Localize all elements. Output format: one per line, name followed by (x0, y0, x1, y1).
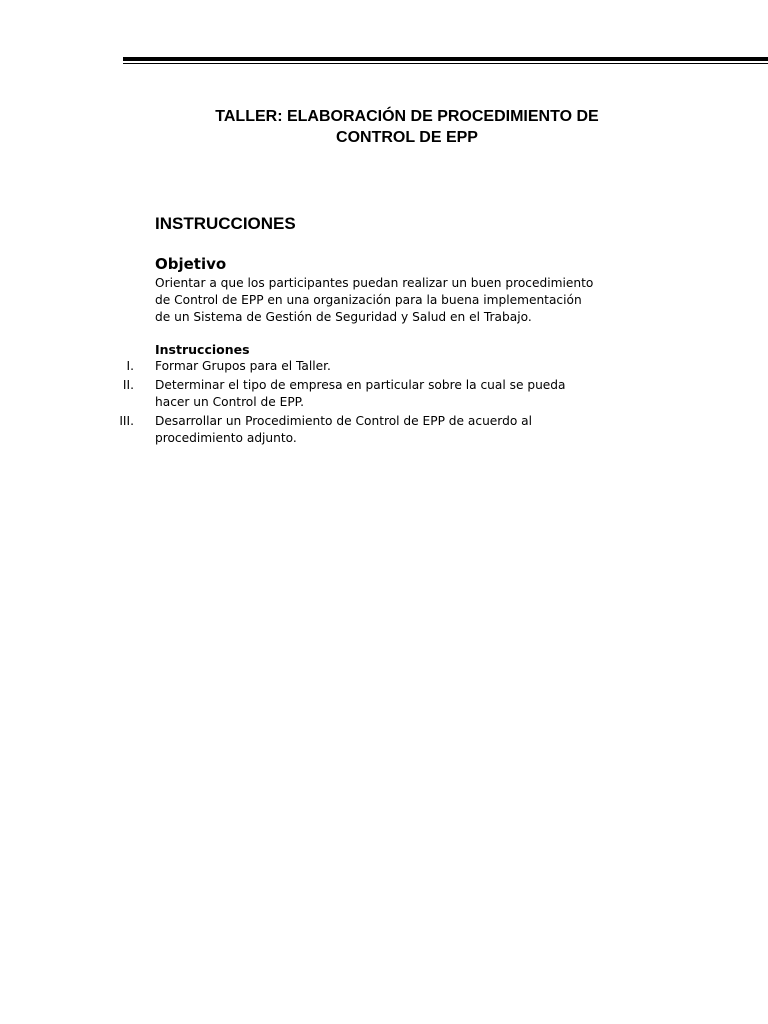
instruction-line: Determinar el tipo de empresa en particular sobre la cual se pueda (155, 378, 566, 392)
instruction-number: I. (126, 359, 134, 373)
instruction-line: Formar Grupos para el Taller. (155, 359, 331, 373)
instruction-number: III. (119, 414, 134, 428)
instructions-heading: Instrucciones (155, 342, 250, 357)
instructions-list (100, 358, 660, 449)
objective-heading: Objetivo (155, 255, 227, 273)
instruction-line: Desarrollar un Procedimiento de Control de EPP de acuerdo al (155, 414, 533, 428)
document-title (150, 106, 664, 148)
instruction-line: procedimiento adjunto. (155, 431, 297, 445)
instruction-text (155, 358, 660, 375)
instruction-item-1 (100, 358, 660, 375)
section-heading: INSTRUCCIONES (155, 214, 296, 233)
instruction-text (155, 377, 660, 411)
title-line-2: CONTROL DE EPP (336, 129, 478, 146)
objective-paragraph (155, 275, 675, 326)
instruction-line: hacer un Control de EPP. (155, 395, 305, 409)
header-rule-thick (123, 57, 768, 61)
objective-line-2: de Control de EPP en una organización para la buena implementación (155, 293, 582, 307)
objective-line-1: Orientar a que los participantes puedan realizar un buen procedimiento (155, 276, 594, 290)
instruction-number: II. (122, 378, 134, 392)
instruction-item-2 (100, 377, 660, 411)
objective-line-3: de un Sistema de Gestión de Seguridad y Salud en el Trabajo. (155, 310, 532, 324)
instruction-text (155, 413, 660, 447)
instruction-item-3 (100, 413, 660, 447)
title-line-1: TALLER: ELABORACIÓN DE PROCEDIMIENTO DE (215, 108, 599, 125)
header-rule-thin (123, 63, 768, 64)
